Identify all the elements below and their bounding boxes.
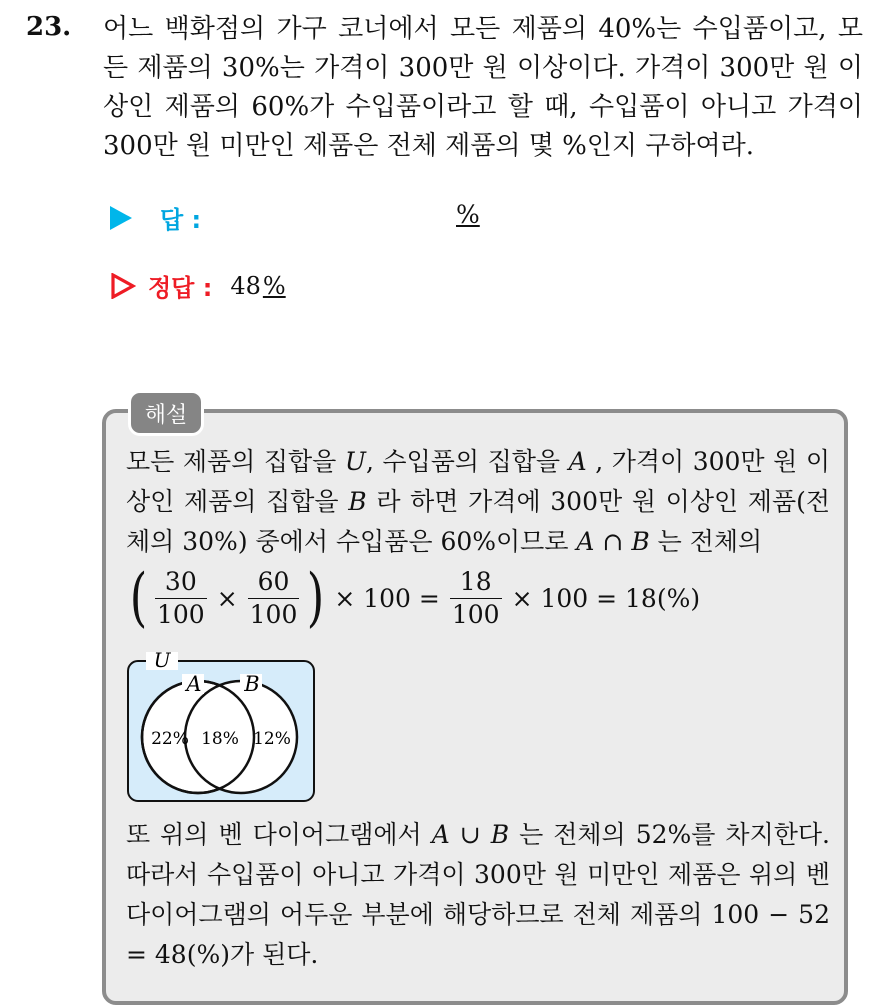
question-number: 23. xyxy=(26,12,72,42)
intersection-expr: A ∩ B xyxy=(576,527,650,556)
correct-answer-unit: % xyxy=(262,271,286,300)
solution-tag: 해설 xyxy=(128,390,204,436)
formula-middle: × 100 = xyxy=(334,583,440,613)
fraction-1: $\frac{30}{100}$ xyxy=(156,566,205,629)
solution-paragraph-2: 또 위의 벤 다이어그램에서 A ∪ B 는 전체의 52%를 차지한다. 따라서 수입품이 아니고 가격이 300만 원 미만인 제품은 위의 벤 다이어그램의 어두운 부분에 해당하므로 전체 제품의 100 − 52 = 48(%)가 된다. xyxy=(126,820,830,969)
venn-diagram xyxy=(126,650,316,804)
union-expr: A ∪ B xyxy=(431,820,510,849)
answer-blank-unit[interactable]: % xyxy=(456,200,480,229)
correct-answer-value: 48 xyxy=(230,271,261,300)
fraction-2: $\frac{60}{100}$ xyxy=(249,566,298,629)
intersection-percent: 18% xyxy=(201,729,239,749)
u-label: U xyxy=(153,650,171,672)
outline-play-arrow-icon xyxy=(110,273,136,299)
a-label: A xyxy=(186,672,202,696)
question-text: 어느 백화점의 가구 코너에서 모든 제품의 40%는 수입품이고, 모든 제품의 30%는 가격이 300만 원 이상이다. 가격이 300만 원 이상인 제품의 60%가 수입품이라고 할 때, 수입품이 아니고 가격이 300만 원 미만인 제품은 전체 제품의 몇 %인지 구하여라. xyxy=(103,14,863,161)
b-label: B xyxy=(244,672,260,696)
formula-end: × 100 = 18(%) xyxy=(511,583,701,613)
a-only-percent: 22% xyxy=(151,729,189,749)
answer-label: 답 : xyxy=(160,206,202,234)
play-arrow-icon xyxy=(110,206,132,230)
left-paren: ( xyxy=(129,561,148,635)
set-a: A xyxy=(568,447,587,476)
times-sign: × xyxy=(216,583,238,613)
b-only-percent: 12% xyxy=(253,729,291,749)
correct-answer-row xyxy=(110,268,286,303)
solution-paragraph-1: 모든 제품의 집합을 U, 수입품의 집합을 A , 가격이 300만 원 이상인 제품의 집합을 B 라 하면 가격에 300만 원 이상인 제품(전체의 30%) 중에서 수입품은 60%이므로 A ∩ B 는 전체의 xyxy=(126,447,831,556)
set-u: U xyxy=(344,447,366,476)
right-paren: ) xyxy=(307,561,325,635)
answer-row xyxy=(110,200,201,235)
solution-formula xyxy=(126,560,706,636)
correct-answer-label: 정답 : xyxy=(148,274,213,302)
set-b: B xyxy=(348,487,367,516)
fraction-3: $\frac{18}{100}$ xyxy=(451,566,500,629)
